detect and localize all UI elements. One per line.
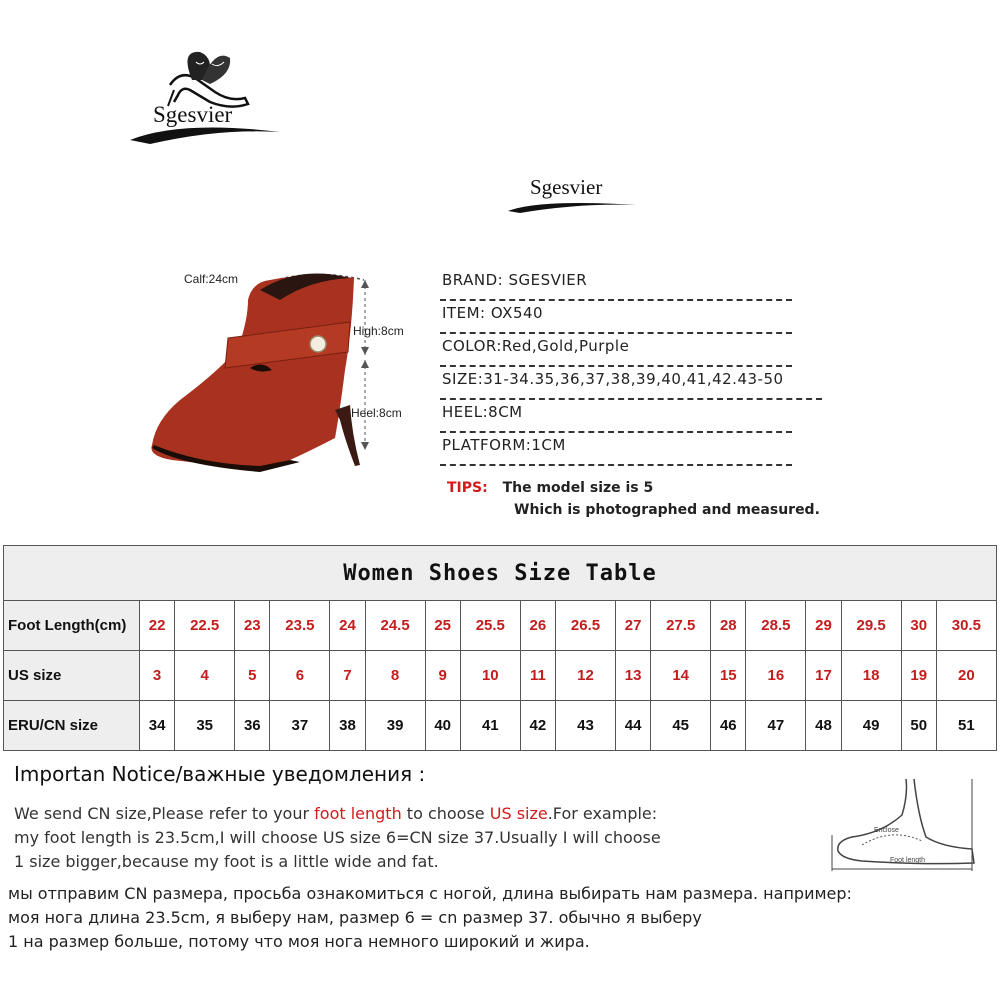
- size-table-cell: 39: [365, 701, 425, 751]
- size-table-cell: 51: [936, 701, 996, 751]
- size-table-cell: 49: [841, 701, 901, 751]
- size-table-row: [4, 701, 997, 751]
- size-table-row-header: ERU/CN size: [4, 701, 140, 751]
- size-table-cell: 40: [425, 701, 460, 751]
- tips-line-1: The model size is 5: [502, 480, 654, 496]
- size-table-cell: 41: [460, 701, 520, 751]
- spec-heel: HEEL:8CM: [440, 400, 792, 433]
- notice-en-part1: We send CN size,Please refer to your: [14, 804, 315, 823]
- size-table-cell: 45: [651, 701, 711, 751]
- size-table-cell: 11: [520, 651, 555, 701]
- size-table-cell: 30: [901, 601, 936, 651]
- ankle-boot-image: [140, 260, 430, 475]
- notice-en-highlight-us-size: US size: [489, 804, 548, 823]
- notice-russian: [8, 882, 998, 954]
- size-table-cell: 27.5: [651, 601, 711, 651]
- size-table-cell: 5: [235, 651, 270, 701]
- size-table-cell: 16: [746, 651, 806, 701]
- notice-en-line3: 1 size bigger,because my foot is a little wide and fat.: [14, 852, 439, 871]
- notice-en-part3: .For example:: [547, 804, 658, 823]
- notice-en-part2: to choose: [401, 804, 490, 823]
- size-table-cell: 44: [616, 701, 651, 751]
- size-table-cell: 28.5: [746, 601, 806, 651]
- size-table-cell: 25: [425, 601, 460, 651]
- tips-line-2: Which is photographed and measured.: [514, 502, 820, 518]
- size-table-cell: 26.5: [555, 601, 615, 651]
- size-table-cell: 25.5: [460, 601, 520, 651]
- size-table-cell: 27: [616, 601, 651, 651]
- size-table-cell: 12: [555, 651, 615, 701]
- butterfly-heel-icon: [120, 40, 290, 160]
- notice-english: [14, 802, 774, 874]
- size-table-cell: 6: [270, 651, 330, 701]
- size-table-cell: 36: [235, 701, 270, 751]
- high-measurement: High:8cm: [353, 324, 404, 338]
- size-table-cell: 26: [520, 601, 555, 651]
- notice-en-highlight-foot-length: foot length: [314, 804, 402, 823]
- size-table-row-header: Foot Length(cm): [4, 601, 140, 651]
- tips: [447, 480, 820, 518]
- size-table-cell: 4: [175, 651, 235, 701]
- size-table-cell: 37: [270, 701, 330, 751]
- size-table-cell: 30.5: [936, 601, 996, 651]
- size-table-cell: 46: [711, 701, 746, 751]
- size-table-cell: 8: [365, 651, 425, 701]
- tips-label: TIPS:: [447, 480, 488, 496]
- size-table-cell: 7: [330, 651, 365, 701]
- notice-en-line2: my foot length is 23.5cm,I will choose US size 6=CN size 37.Usually I will choose: [14, 828, 661, 847]
- size-table-cell: 29: [806, 601, 841, 651]
- notice-ru-line1: мы отправим CN размера, просьба ознакомиться с ногой, длина выбирать нам размера. например:: [8, 884, 852, 903]
- brand-logo-small-text: Sgesvier: [530, 175, 603, 199]
- spec-brand: BRAND: SGESVIER: [440, 268, 792, 301]
- spec-list: [440, 268, 820, 466]
- size-table-cell: 17: [806, 651, 841, 701]
- enclose-label: Enclose: [874, 827, 899, 834]
- size-table-cell: 24.5: [365, 601, 425, 651]
- size-table-cell: 18: [841, 651, 901, 701]
- size-table-cell: 10: [460, 651, 520, 701]
- size-table-cell: 28: [711, 601, 746, 651]
- size-table-cell: 42: [520, 701, 555, 751]
- size-table-cell: 34: [140, 701, 175, 751]
- spec-color: COLOR:Red,Gold,Purple: [440, 334, 792, 367]
- size-table-cell: 35: [175, 701, 235, 751]
- notice-title: Importan Notice/важные уведомления :: [14, 762, 426, 786]
- spec-size: SIZE:31-34.35,36,37,38,39,40,41,42.43-50: [440, 367, 822, 400]
- size-table-title: Women Shoes Size Table: [4, 546, 997, 601]
- size-table-cell: 15: [711, 651, 746, 701]
- swoosh-icon: [500, 195, 640, 215]
- notice-ru-line2: моя нога длина 23.5cm, я выберу нам, размер 6 = cn размер 37. обычно я выберу: [8, 908, 702, 927]
- size-table-cell: 38: [330, 701, 365, 751]
- size-table-cell: 19: [901, 651, 936, 701]
- product-image: [140, 260, 430, 475]
- size-table-cell: 22.5: [175, 601, 235, 651]
- size-table-cell: 48: [806, 701, 841, 751]
- size-table-row-header: US size: [4, 651, 140, 701]
- size-table-cell: 13: [616, 651, 651, 701]
- foot-length-label: Foot length: [890, 857, 926, 864]
- brand-logo-small: [500, 165, 640, 225]
- size-table-cell: 22: [140, 601, 175, 651]
- notice-ru-line3: 1 на размер больше, потому что моя нога немного широкий и жира.: [8, 932, 590, 951]
- spec-item: ITEM: OX540: [440, 301, 792, 334]
- foot-diagram: [822, 775, 992, 875]
- spec-platform: PLATFORM:1CM: [440, 433, 792, 466]
- size-table-cell: 3: [140, 651, 175, 701]
- calf-measurement: Calf:24cm: [184, 272, 239, 286]
- size-table-row: [4, 651, 997, 701]
- brand-logo: [120, 40, 290, 160]
- heel-measurement: Heel:8cm: [351, 406, 402, 420]
- size-table-cell: 23: [235, 601, 270, 651]
- size-table-cell: 23.5: [270, 601, 330, 651]
- brand-logo-text: Sgesvier: [153, 102, 233, 127]
- size-table-cell: 14: [651, 651, 711, 701]
- size-table-row: [4, 601, 997, 651]
- size-table: [3, 545, 997, 751]
- size-table-cell: 29.5: [841, 601, 901, 651]
- size-table-cell: 47: [746, 701, 806, 751]
- size-table-cell: 50: [901, 701, 936, 751]
- size-table-cell: 9: [425, 651, 460, 701]
- size-table-cell: 24: [330, 601, 365, 651]
- size-table-cell: 20: [936, 651, 996, 701]
- size-table-cell: 43: [555, 701, 615, 751]
